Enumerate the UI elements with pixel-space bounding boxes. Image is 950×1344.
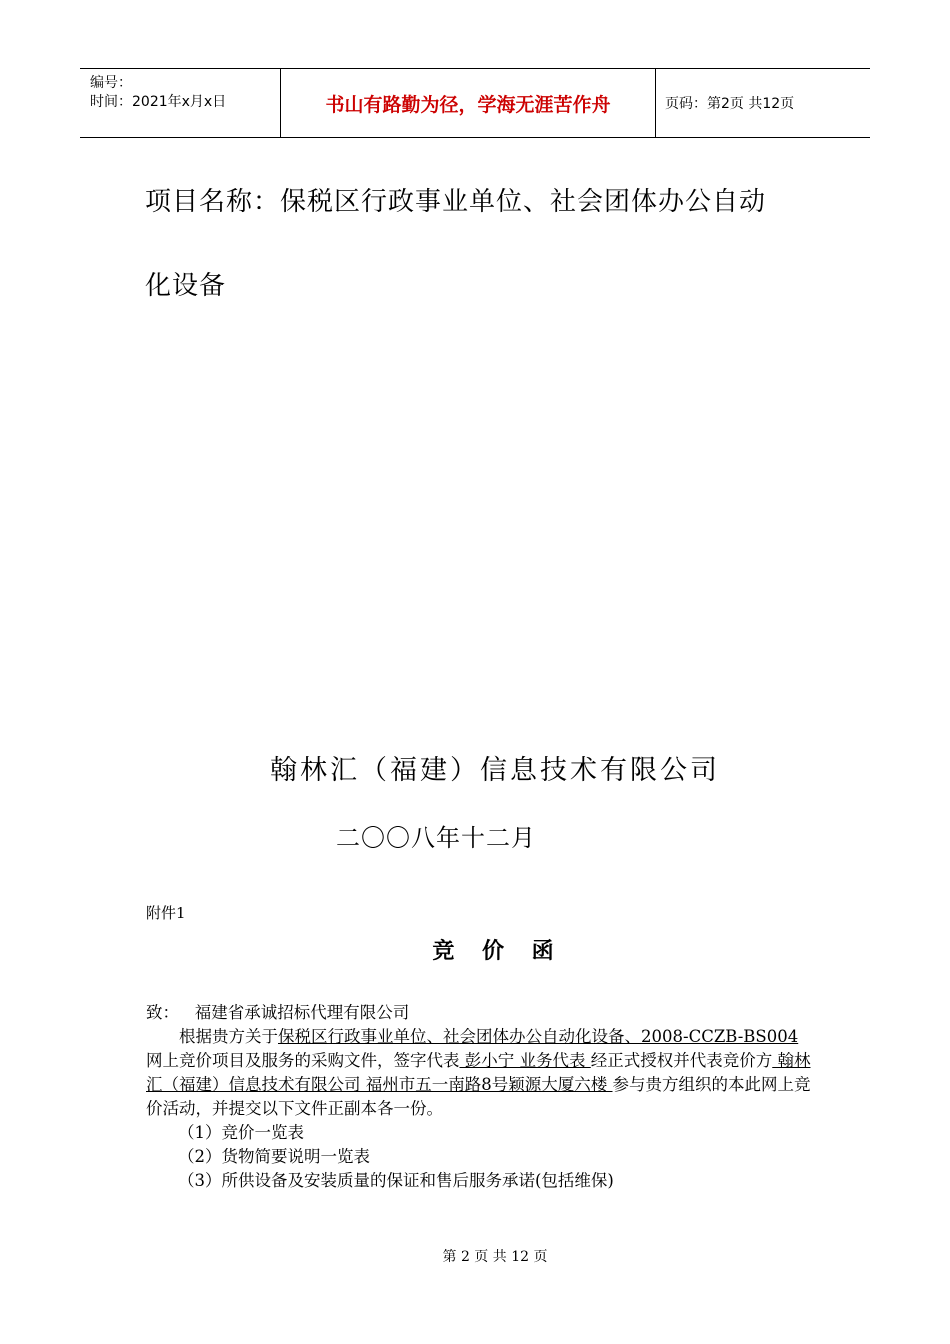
document-title: 竞 价 函: [432, 939, 564, 964]
letter-body: [146, 1001, 812, 1193]
list-item: （1）竞价一览表: [178, 1123, 304, 1142]
middle-text-2: 经正式授权并代表竞价方: [590, 1051, 773, 1070]
header-meta: [80, 69, 281, 137]
end-text: 参与贵方组织的本此网上竞价活动，并提交以下文件正副本各一份。: [146, 1075, 811, 1118]
company-name: 翰林汇（福建）信息技术有限公司: [270, 755, 720, 786]
attachment-label: 附件1: [146, 904, 186, 922]
bidder-ref: 翰林汇（福建）信息技术有限公司 福州市五一南路8号颖源大厦六楼: [146, 1051, 811, 1094]
header-number: 编号：: [90, 75, 132, 91]
project-line-1: 项目名称：保税区行政事业单位、社会团体办公自动: [145, 187, 767, 217]
page-header: [80, 68, 870, 138]
project-line-2: 化设备: [145, 271, 227, 301]
document-date: 二〇〇八年十二月: [336, 824, 536, 852]
page-footer: 第 2 页 共 12 页: [442, 1249, 548, 1265]
middle-text-1: 网上竞价项目及服务的采购文件，签字代表: [146, 1051, 460, 1070]
recipient-prefix: 致：: [146, 1003, 179, 1022]
list-item: （3）所供设备及安装质量的保证和售后服务承诺(包括维保): [178, 1171, 614, 1190]
project-name: [145, 160, 825, 328]
header-page-info: 页码：第2页 共12页: [665, 96, 795, 112]
letter-paragraph: [146, 1025, 812, 1121]
project-ref: 保税区行政事业单位、社会团体办公自动化设备、2008-CCZB-BS004: [278, 1027, 799, 1046]
header-time: 时间：2021年x月x日: [90, 94, 227, 110]
letter-recipient: [146, 1001, 812, 1025]
header-motto: 书山有路勤为径，学海无涯苦作舟: [281, 69, 656, 137]
recipient-name: 福建省承诚招标代理有限公司: [194, 1003, 410, 1022]
signer-ref: 彭小宁 业务代表: [459, 1051, 591, 1070]
intro-text: 根据贵方关于: [179, 1027, 278, 1046]
list-item: （2）货物简要说明一览表: [178, 1147, 370, 1166]
